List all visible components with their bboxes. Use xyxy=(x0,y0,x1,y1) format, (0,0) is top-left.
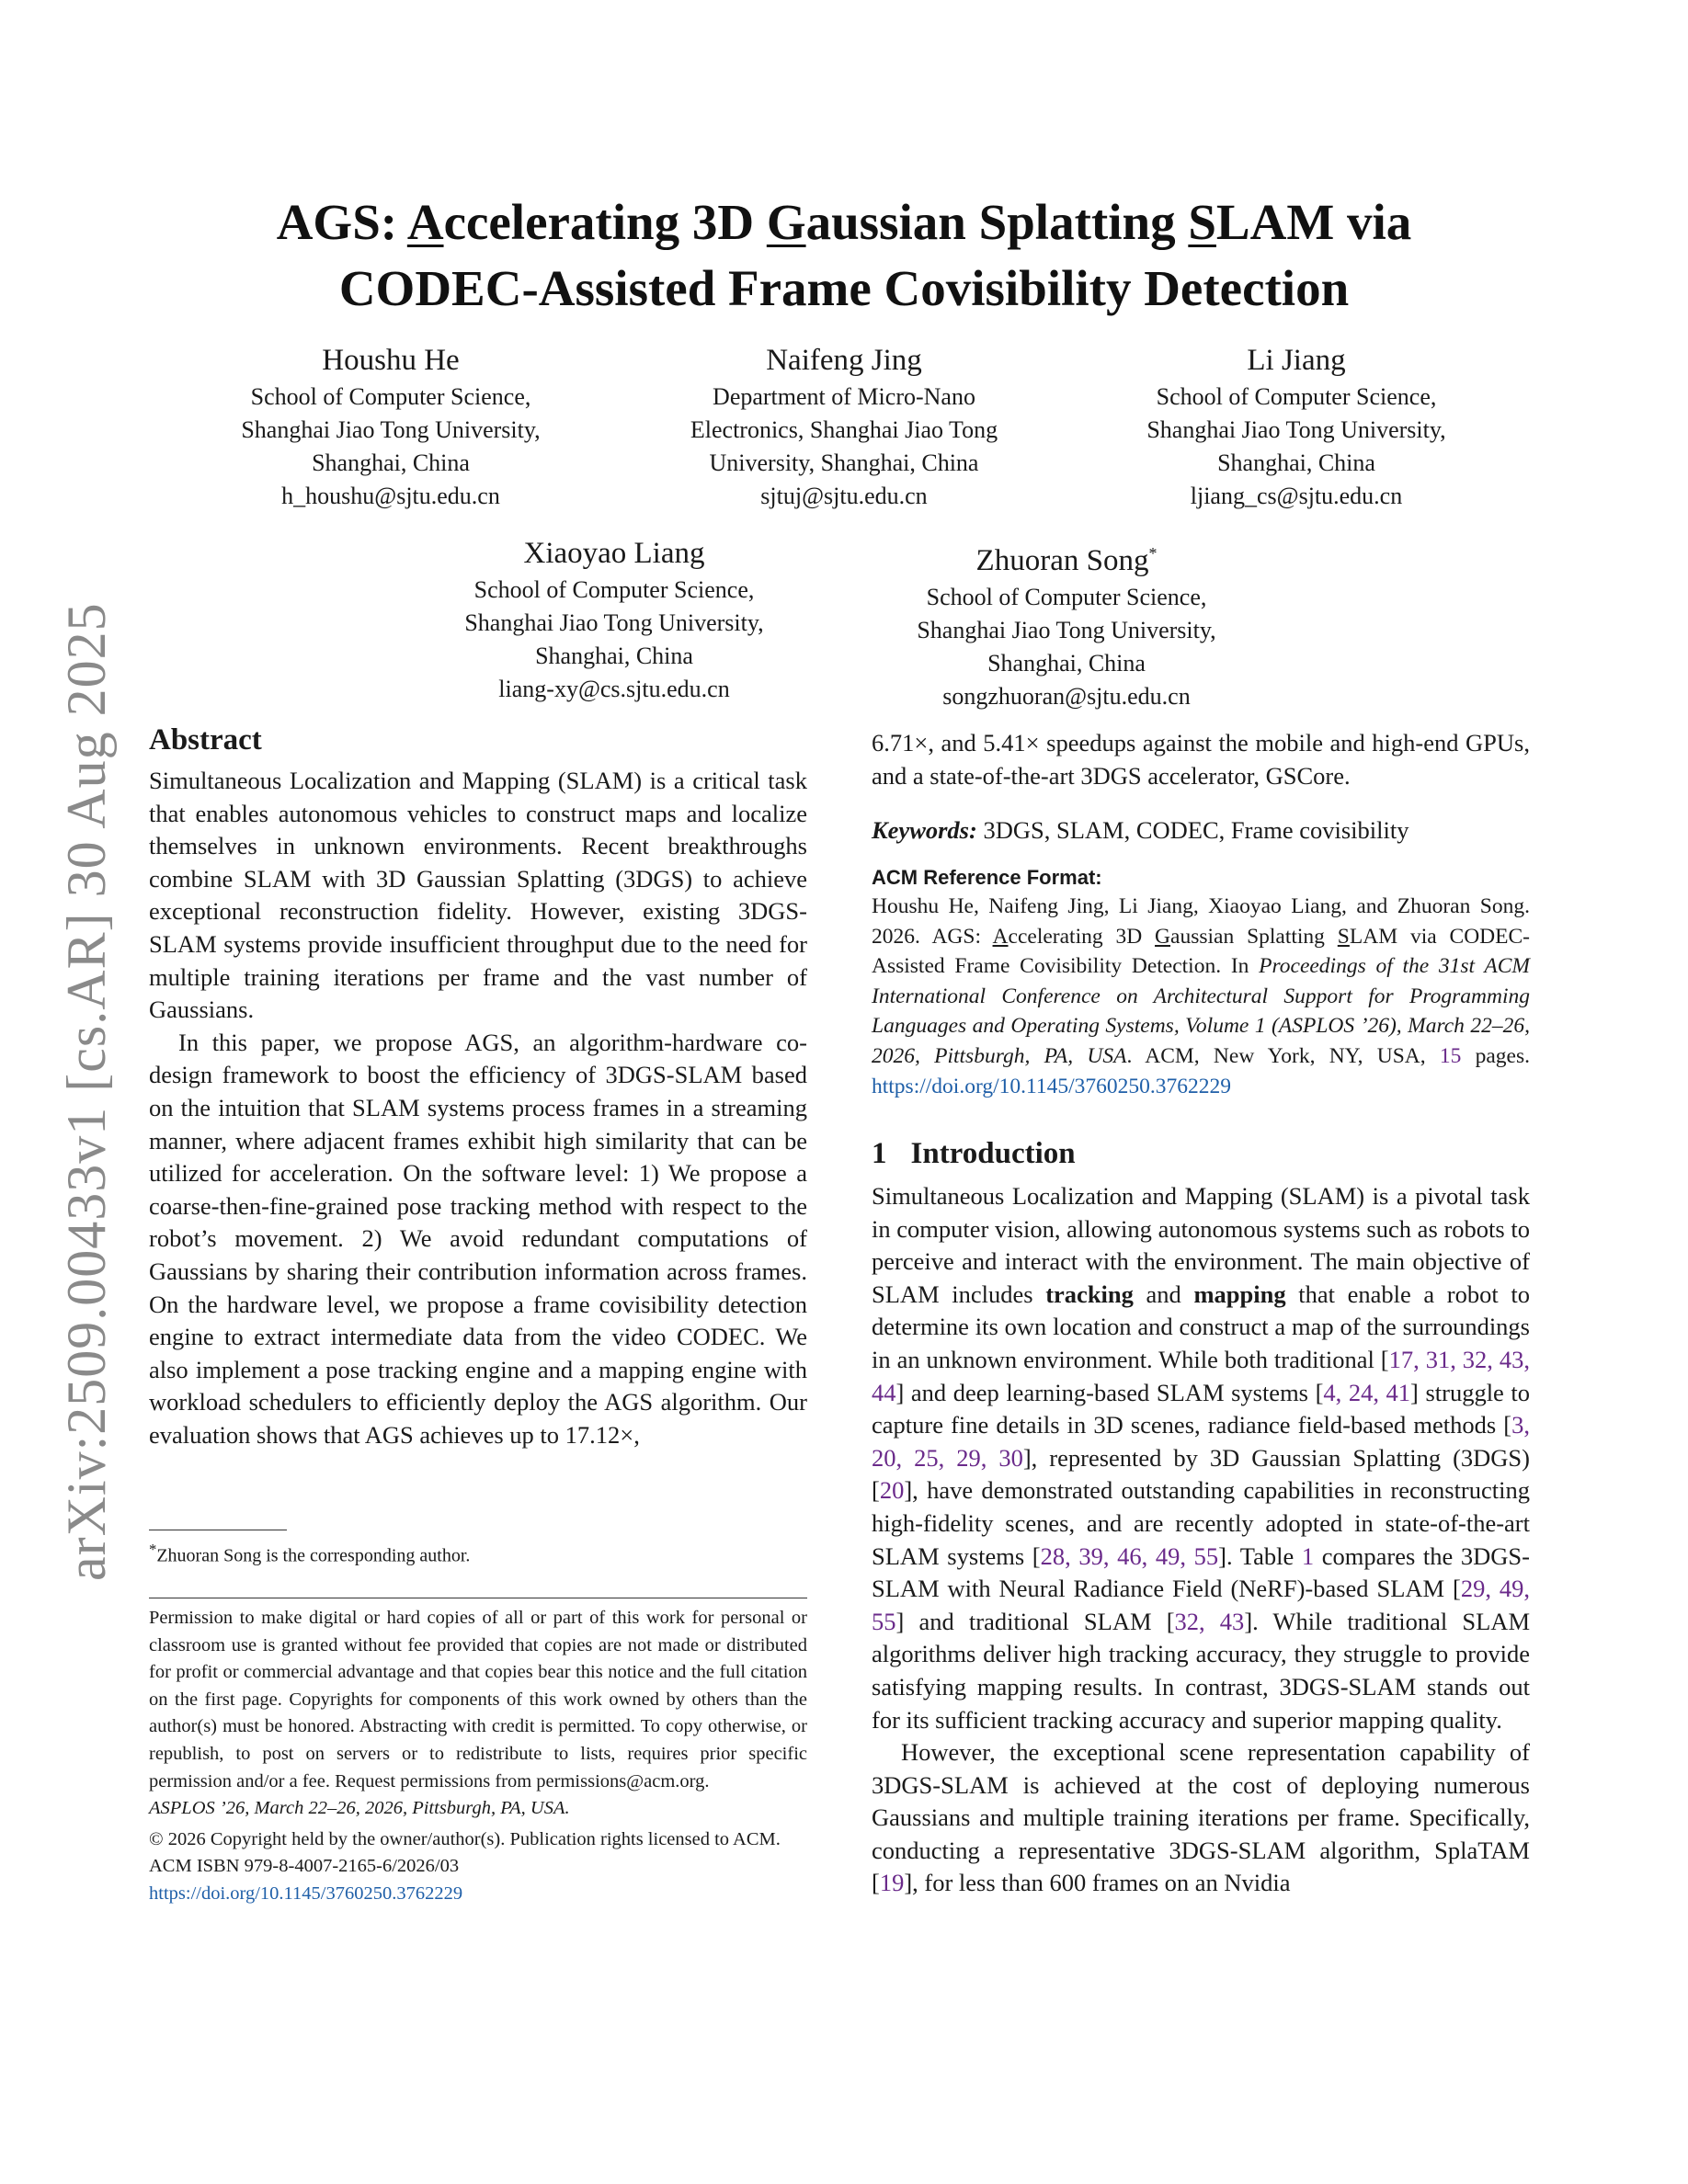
permission-block xyxy=(149,1605,807,1908)
author-affiliation: Shanghai, China xyxy=(312,449,470,476)
author-email: songzhuoran@sjtu.edu.cn xyxy=(942,683,1191,710)
author-email: sjtuj@sjtu.edu.cn xyxy=(760,483,928,509)
author-name: Houshu He xyxy=(322,344,460,377)
keywords-label: Keywords: xyxy=(872,816,977,844)
citation-link[interactable]: 17, 31, 32, 43, 44 xyxy=(872,1345,1530,1406)
citation-link[interactable]: 20 xyxy=(879,1476,905,1505)
citation-link[interactable]: 29, 49, 55 xyxy=(872,1575,1531,1635)
title-line-1: AGS: Accelerating 3D Gaussian Splatting SLAM via xyxy=(276,194,1412,250)
author-affiliation: Shanghai Jiao Tong University, xyxy=(241,416,541,443)
keywords-text: 3DGS, SLAM, CODEC, Frame covisibility xyxy=(976,816,1409,844)
citation-link[interactable]: 4, 24, 41 xyxy=(1323,1378,1411,1406)
abstract-paragraph: In this paper, we propose AGS, an algorithm-hardware co-design framework to boost the efficiency of 3DGS-SLAM based on the intuition that SLAM systems process frames in a streaming manner, where adjacent frames exhibit high similarity that can be utilized for acceleration. On the software level: 1) We propose a coarse-then-fine-grained pose tracking method with respect to the robot’s movement. 2) We avoid redundant computations of Gaussians by sharing their contribution information across frames. On the hardware level, we propose a frame covisibility detection engine to extract intermediate data from the video CODEC. We also implement a pose tracking engine and a mapping engine with workload schedulers to efficiently deploy the AGS algorithm. Our evaluation shows that AGS achieves up to 17.12×, xyxy=(149,1028,807,1449)
author-name: Li Jiang xyxy=(1247,344,1346,377)
conference-info: ASPLOS ’26, March 22–26, 2026, Pittsburgh, PA, USA. xyxy=(149,1798,570,1819)
author-affiliation: Shanghai Jiao Tong University, xyxy=(464,609,764,636)
citation-link[interactable]: 3, 20, 25, 29, 30 xyxy=(872,1411,1530,1472)
abstract-paragraph: Simultaneous Localization and Mapping (SLAM) is a critical task that enables autonomous vehicles to construct maps and localize themselves in unknown environments. Recent breakthroughs combine SLAM with 3D Gaussian Splatting (3DGS) to achieve exceptional reconstruction fidelity. However, existing 3DGS-SLAM systems provide insufficient throughput due to the need for multiple training iterations per frame and the vast number of Gaussians. xyxy=(149,767,807,1024)
acm-reference-heading: ACM Reference Format: xyxy=(872,866,1102,889)
author-affiliation: Department of Micro-Nano xyxy=(713,383,975,410)
author-affiliation: University, Shanghai, China xyxy=(709,449,979,476)
author-name: Naifeng Jing xyxy=(766,344,922,377)
author-affiliation: School of Computer Science, xyxy=(926,584,1207,610)
abstract-paragraph: 6.71×, and 5.41× speedups against the mobile and high-end GPUs, and a state-of-the-art 3DGS accelerator, GSCore. xyxy=(872,729,1530,790)
author-block xyxy=(633,340,1055,513)
paper-title xyxy=(147,189,1541,322)
author-name: Xiaoyao Liang xyxy=(523,537,705,570)
author-name: Zhuoran Song* xyxy=(975,544,1158,577)
page-count-link[interactable]: 15 xyxy=(1439,1043,1462,1068)
abstract-continuation xyxy=(872,727,1530,792)
author-email: h_houshu@sjtu.edu.cn xyxy=(281,483,500,509)
citation-link[interactable]: 32, 43 xyxy=(1174,1607,1245,1635)
permission-text: Permission to make digital or hard copies of all or part of this work for personal or classroom use is granted without fee provided that copies are not made or distributed for profit or commercial advantage and that copies bear this notice and the full citation on the first page. Copyrights for components of this work owned by others than the author(s) must be honored. Abstracting with credit is permitted. To copy otherwise, or republish, to post on servers or to redistribute to lists, requires prior specific permission and/or a fee. Request permissions from permissions@acm.org. xyxy=(149,1608,807,1792)
author-affiliation: School of Computer Science, xyxy=(1156,383,1437,410)
author-block xyxy=(407,533,821,706)
title-line-2: CODEC-Assisted Frame Covisibility Detection xyxy=(338,260,1350,316)
acm-reference xyxy=(872,864,1530,1101)
introduction-section xyxy=(872,1134,1530,1900)
author-affiliation: School of Computer Science, xyxy=(473,576,755,603)
doi-link[interactable]: https://doi.org/10.1145/3760250.3762229 xyxy=(149,1883,463,1904)
footnote-text: Zhuoran Song is the corresponding author. xyxy=(156,1545,471,1566)
author-email: liang-xy@cs.sjtu.edu.cn xyxy=(498,676,730,702)
keywords xyxy=(872,813,1530,847)
isbn-text: ACM ISBN 979-8-4007-2165-6/2026/03 xyxy=(149,1856,460,1877)
section-title: Introduction xyxy=(910,1137,1076,1170)
abstract-heading: Abstract xyxy=(149,723,262,756)
author-affiliation: Shanghai, China xyxy=(1217,449,1375,476)
arxiv-sidebar-stamp: arXiv:2509.00433v1 [cs.AR] 30 Aug 2025 xyxy=(56,602,117,1581)
table-reference-link[interactable]: 1 xyxy=(1301,1541,1315,1570)
introduction-paragraph: Simultaneous Localization and Mapping (SLAM) is a pivotal task in computer vision, allowing autonomous systems such as robots to perceive and interact with the environment. The main objective of SLAM includes tracking and mapping that enable a robot to determine its own location and construct a map of the surroundings in an unknown environment. While both traditional [17, 31, 32, 43, 44] and deep learning-based SLAM systems [4, 24, 41] struggle to capture fine details in 3D scenes, radiance field-based methods [3, 20, 25, 29, 30], represented by 3D Gaussian Splatting (3DGS) [20], have demonstrated outstanding capabilities in reconstructing high-fidelity scenes, and are recently adopted in state-of-the-art SLAM systems [28, 39, 46, 49, 55]. Table 1 compares the 3DGS-SLAM with Neural Radiance Field (NeRF)-based SLAM [29, 49, 55] and traditional SLAM [32, 43]. While traditional SLAM algorithms deliver high tracking accuracy, they struggle to provide satisfying mapping results. In contrast, 3DGS-SLAM stands out for its sufficient tracking accuracy and superior mapping quality. xyxy=(872,1182,1531,1734)
citation-link[interactable]: 28, 39, 46, 49, 55 xyxy=(1040,1541,1219,1570)
footnote-mark: * xyxy=(149,1541,157,1558)
acm-reference-body: Houshu He, Naifeng Jing, Li Jiang, Xiaoyao Liang, and Zhuoran Song. 2026. AGS: Accelerating 3D Gaussian Splatting SLAM via CODEC-Assisted Frame Covisibility Detection. In Proceedings of the 31st ACM International Conference on Architectural Support for Programming Languages and Operating Systems, Volume 1 (ASPLOS ’26), March 22–26, 2026, Pittsburgh, PA, USA. ACM, New York, NY, USA, 15 pages. https://doi.org/10.1145/3760250.3762229 xyxy=(872,894,1531,1098)
corresponding-mark: * xyxy=(1148,544,1158,563)
introduction-paragraph: However, the exceptional scene representation capability of 3DGS-SLAM is achieved at the cost of deploying numerous Gaussians and multiple training iterations per frame. Specifically, conducting a representative 3DGS-SLAM algorithm, SplaTAM [19], for less than 600 frames on an Nvidia xyxy=(872,1738,1530,1897)
author-block xyxy=(860,533,1273,713)
footnote xyxy=(149,1537,807,1569)
author-affiliation: Shanghai, China xyxy=(535,643,693,669)
author-affiliation: School of Computer Science, xyxy=(250,383,531,410)
acm-reference-doi-link[interactable]: https://doi.org/10.1145/3760250.3762229 xyxy=(872,1074,1232,1098)
author-block xyxy=(184,340,598,513)
author-email: ljiang_cs@sjtu.edu.cn xyxy=(1190,483,1403,509)
author-affiliation: Shanghai Jiao Tong University, xyxy=(1146,416,1446,443)
acm-reference-venue: Proceedings of the 31st ACM International Conference on Architectural Support for Programming Languages and Operating Systems, Volume 1 (ASPLOS ’26), March 22–26, 2026, Pittsburgh, PA, USA xyxy=(872,954,1531,1068)
author-block xyxy=(1089,340,1503,513)
citation-link[interactable]: 19 xyxy=(879,1869,905,1897)
author-affiliation: Shanghai Jiao Tong University, xyxy=(917,617,1216,643)
copyright-text: © 2026 Copyright held by the owner/author(s). Publication rights licensed to ACM. xyxy=(149,1828,781,1849)
abstract-section xyxy=(149,721,807,1451)
section-number: 1 xyxy=(872,1137,887,1170)
author-affiliation: Electronics, Shanghai Jiao Tong xyxy=(690,416,998,443)
author-affiliation: Shanghai, China xyxy=(987,650,1146,677)
introduction-heading xyxy=(872,1134,1530,1173)
